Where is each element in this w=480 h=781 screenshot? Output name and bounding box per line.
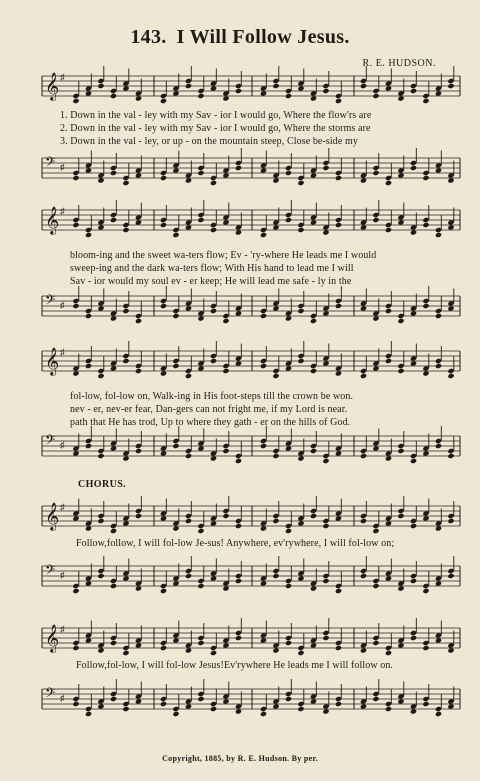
note-icon xyxy=(385,227,392,233)
treble-clef-icon: 𝄞 xyxy=(45,502,60,530)
lyric-line-2-2: sweep-ing and the dark wa-ters flow; With His hand to lead me I will xyxy=(70,263,354,274)
note-icon xyxy=(410,523,417,529)
note-icon xyxy=(410,88,417,94)
note-icon xyxy=(285,696,292,702)
note-icon xyxy=(210,650,217,656)
note-icon xyxy=(185,373,192,379)
note-icon xyxy=(260,363,267,369)
note-icon xyxy=(235,578,242,584)
note-icon xyxy=(310,448,317,454)
note-icon xyxy=(372,93,379,99)
note-icon xyxy=(72,588,79,594)
note-icon xyxy=(135,368,142,374)
note-icon xyxy=(85,711,92,717)
note-icon xyxy=(335,701,342,707)
note-icon xyxy=(410,458,417,464)
note-icon xyxy=(335,303,342,309)
hymn-title-text: I Will Follow Jesus. xyxy=(176,26,350,48)
note-icon xyxy=(285,217,292,223)
note-icon xyxy=(197,640,204,646)
note-icon xyxy=(122,706,129,712)
note-icon xyxy=(285,583,292,589)
note-icon xyxy=(447,518,454,524)
note-icon xyxy=(322,458,329,464)
note-icon xyxy=(197,93,204,99)
note-icon xyxy=(135,513,142,519)
note-icon xyxy=(222,513,229,519)
note-icon xyxy=(435,232,442,238)
note-icon xyxy=(97,453,104,459)
note-icon xyxy=(222,448,229,454)
treble-clef-icon: 𝄞 xyxy=(45,206,60,234)
note-icon xyxy=(385,650,392,656)
note-icon xyxy=(410,635,417,641)
note-icon xyxy=(160,588,167,594)
bass-clef-icon: 𝄢 xyxy=(45,562,56,581)
note-icon xyxy=(447,83,454,89)
note-icon xyxy=(135,318,142,324)
note-icon xyxy=(160,645,167,651)
note-icon xyxy=(160,98,167,104)
note-icon xyxy=(110,93,117,99)
note-icon xyxy=(197,583,204,589)
sharp-icon: ♯ xyxy=(60,693,65,703)
note-icon xyxy=(197,528,204,534)
note-icon xyxy=(260,711,267,717)
note-icon xyxy=(122,308,129,314)
note-icon xyxy=(260,313,267,319)
note-icon xyxy=(322,578,329,584)
note-icon xyxy=(360,573,367,579)
treble-staff-2 xyxy=(42,204,460,244)
note-icon xyxy=(372,170,379,176)
note-icon xyxy=(322,88,329,94)
note-icon xyxy=(422,588,429,594)
treble-staff-5 xyxy=(42,622,460,662)
note-icon xyxy=(297,180,304,186)
note-icon xyxy=(235,458,242,464)
note-icon xyxy=(110,217,117,223)
bass-staff-3 xyxy=(42,430,460,470)
note-icon xyxy=(235,635,242,641)
note-icon xyxy=(97,518,104,524)
note-icon xyxy=(322,523,329,529)
note-icon xyxy=(210,358,217,364)
note-icon xyxy=(422,98,429,104)
note-icon xyxy=(135,448,142,454)
note-icon xyxy=(172,443,179,449)
note-icon xyxy=(172,313,179,319)
note-icon xyxy=(185,573,192,579)
sharp-icon: ♯ xyxy=(60,72,65,82)
note-icon xyxy=(210,706,217,712)
hymn-title xyxy=(0,26,480,49)
note-icon xyxy=(210,227,217,233)
note-icon xyxy=(285,93,292,99)
note-icon xyxy=(197,170,204,176)
note-icon xyxy=(385,180,392,186)
note-icon xyxy=(160,175,167,181)
note-icon xyxy=(122,180,129,186)
note-icon xyxy=(172,232,179,238)
lyric-line-4-1: Follow,follow, I will fol-low Je-sus! Anywhere, ev'rywhere, I will fol-low on; xyxy=(76,538,395,549)
note-icon xyxy=(97,573,104,579)
note-icon xyxy=(360,453,367,459)
note-icon xyxy=(185,453,192,459)
note-icon xyxy=(185,83,192,89)
note-icon xyxy=(260,443,267,449)
sharp-icon: ♯ xyxy=(60,502,65,512)
note-icon xyxy=(297,308,304,314)
note-icon xyxy=(160,701,167,707)
lyric-line-5-1: Follow,fol-low, I will fol-low Jesus!Ev'rywhere He leads me I will follow on. xyxy=(76,660,394,671)
hymn-number: 143. xyxy=(130,26,167,48)
note-icon xyxy=(235,165,242,171)
bass-clef-icon: 𝄢 xyxy=(45,432,56,451)
note-icon xyxy=(335,645,342,651)
note-icon xyxy=(372,696,379,702)
note-icon xyxy=(335,588,342,594)
note-icon xyxy=(285,528,292,534)
note-icon xyxy=(397,513,404,519)
note-icon xyxy=(435,313,442,319)
note-icon xyxy=(285,640,292,646)
composer: R. E. HUDSON. xyxy=(362,58,436,69)
note-icon xyxy=(72,175,79,181)
bass-clef-icon: 𝄢 xyxy=(45,685,56,704)
note-icon xyxy=(110,583,117,589)
note-icon xyxy=(272,518,279,524)
note-icon xyxy=(435,711,442,717)
note-icon xyxy=(385,706,392,712)
bass-clef-icon: 𝄢 xyxy=(45,154,56,173)
bass-staff-1 xyxy=(42,152,460,192)
note-icon xyxy=(110,640,117,646)
lyric-line-3-1: fol-low, fol-low on, Walk-ing in His foot-steps till the crown be won. xyxy=(70,391,354,402)
note-icon xyxy=(397,368,404,374)
note-icon xyxy=(372,583,379,589)
sharp-icon: ♯ xyxy=(60,440,65,450)
note-icon xyxy=(360,373,367,379)
lyric-line-1-2: 2. Down in the val - ley with my Sav - ior I would go, Where the storms are xyxy=(60,123,371,134)
note-icon xyxy=(335,98,342,104)
bass-staff-5 xyxy=(42,683,460,723)
copyright-notice: Copyright, 1885, by R. E. Hudson. By per. xyxy=(162,754,318,763)
note-icon xyxy=(360,83,367,89)
note-icon xyxy=(385,308,392,314)
note-icon xyxy=(85,363,92,369)
note-icon xyxy=(372,217,379,223)
note-icon xyxy=(235,88,242,94)
note-icon xyxy=(172,363,179,369)
note-icon xyxy=(322,635,329,641)
note-icon xyxy=(110,696,117,702)
note-icon xyxy=(272,373,279,379)
note-icon xyxy=(210,180,217,186)
note-icon xyxy=(85,232,92,238)
note-icon xyxy=(297,706,304,712)
note-icon xyxy=(447,453,454,459)
note-icon xyxy=(297,358,304,364)
treble-staff-1 xyxy=(42,70,460,110)
treble-staff-3 xyxy=(42,345,460,385)
note-icon xyxy=(297,650,304,656)
note-icon xyxy=(360,518,367,524)
bass-staff-4 xyxy=(42,560,460,600)
note-icon xyxy=(160,222,167,228)
note-icon xyxy=(97,373,104,379)
treble-clef-icon: 𝄞 xyxy=(45,72,60,100)
note-icon xyxy=(335,175,342,181)
note-icon xyxy=(422,175,429,181)
note-icon xyxy=(97,83,104,89)
note-icon xyxy=(447,373,454,379)
note-icon xyxy=(110,528,117,534)
note-icon xyxy=(435,363,442,369)
note-icon xyxy=(410,165,417,171)
lyric-line-1-3: 3. Down in the val - ley, or up - on the mountain steep, Close be-side my xyxy=(60,136,358,147)
bass-clef-icon: 𝄢 xyxy=(45,292,56,311)
note-icon xyxy=(260,232,267,238)
note-icon xyxy=(310,318,317,324)
note-icon xyxy=(322,165,329,171)
note-icon xyxy=(85,313,92,319)
lyric-line-3-2: nev - er, nev-er fear, Dan-gers can not fright me, if my Lord is near. xyxy=(70,404,348,415)
lyric-line-2-3: Sav - ior would my soul ev - er keep; He will lead me safe - ly in the xyxy=(70,276,352,287)
note-icon xyxy=(285,170,292,176)
note-icon xyxy=(197,217,204,223)
sharp-icon: ♯ xyxy=(60,162,65,172)
treble-clef-icon: 𝄞 xyxy=(45,347,60,375)
lyric-line-1-1: 1. Down in the val - ley with my Sav - ior I would go, Where the flow'rs are xyxy=(60,110,372,121)
note-icon xyxy=(272,83,279,89)
note-icon xyxy=(235,523,242,529)
note-icon xyxy=(172,711,179,717)
sharp-icon: ♯ xyxy=(60,206,65,216)
note-icon xyxy=(122,227,129,233)
note-icon xyxy=(397,318,404,324)
note-icon xyxy=(222,318,229,324)
note-icon xyxy=(385,358,392,364)
note-icon xyxy=(422,701,429,707)
treble-staff-4 xyxy=(42,500,460,540)
chorus-label: CHORUS. xyxy=(78,479,127,490)
note-icon xyxy=(335,222,342,228)
note-icon xyxy=(272,453,279,459)
note-icon xyxy=(272,573,279,579)
note-icon xyxy=(410,578,417,584)
note-icon xyxy=(72,222,79,228)
note-icon xyxy=(72,645,79,651)
note-icon xyxy=(422,303,429,309)
note-icon xyxy=(372,528,379,534)
note-icon xyxy=(122,358,129,364)
lyric-line-3-3: path that He has trod, Up to where they gath - er on the hills of God. xyxy=(70,417,351,428)
note-icon xyxy=(197,696,204,702)
note-icon xyxy=(110,170,117,176)
note-icon xyxy=(297,227,304,233)
note-icon xyxy=(160,303,167,309)
note-icon xyxy=(72,98,79,104)
note-icon xyxy=(447,573,454,579)
note-icon xyxy=(310,513,317,519)
note-icon xyxy=(72,303,79,309)
treble-clef-icon: 𝄞 xyxy=(45,624,60,652)
note-icon xyxy=(185,518,192,524)
lyric-line-2-1: bloom-ing and the sweet wa-ters flow; Ev - 'ry-where He leads me I would xyxy=(70,250,377,261)
note-icon xyxy=(372,640,379,646)
note-icon xyxy=(435,443,442,449)
note-icon xyxy=(310,368,317,374)
sharp-icon: ♯ xyxy=(60,300,65,310)
note-icon xyxy=(422,645,429,651)
note-icon xyxy=(397,448,404,454)
note-icon xyxy=(222,368,229,374)
note-icon xyxy=(210,308,217,314)
note-icon xyxy=(122,650,129,656)
note-icon xyxy=(422,222,429,228)
note-icon xyxy=(85,443,92,449)
note-icon xyxy=(72,701,79,707)
sharp-icon: ♯ xyxy=(60,347,65,357)
sharp-icon: ♯ xyxy=(60,624,65,634)
sharp-icon: ♯ xyxy=(60,570,65,580)
bass-staff-2 xyxy=(42,290,460,330)
